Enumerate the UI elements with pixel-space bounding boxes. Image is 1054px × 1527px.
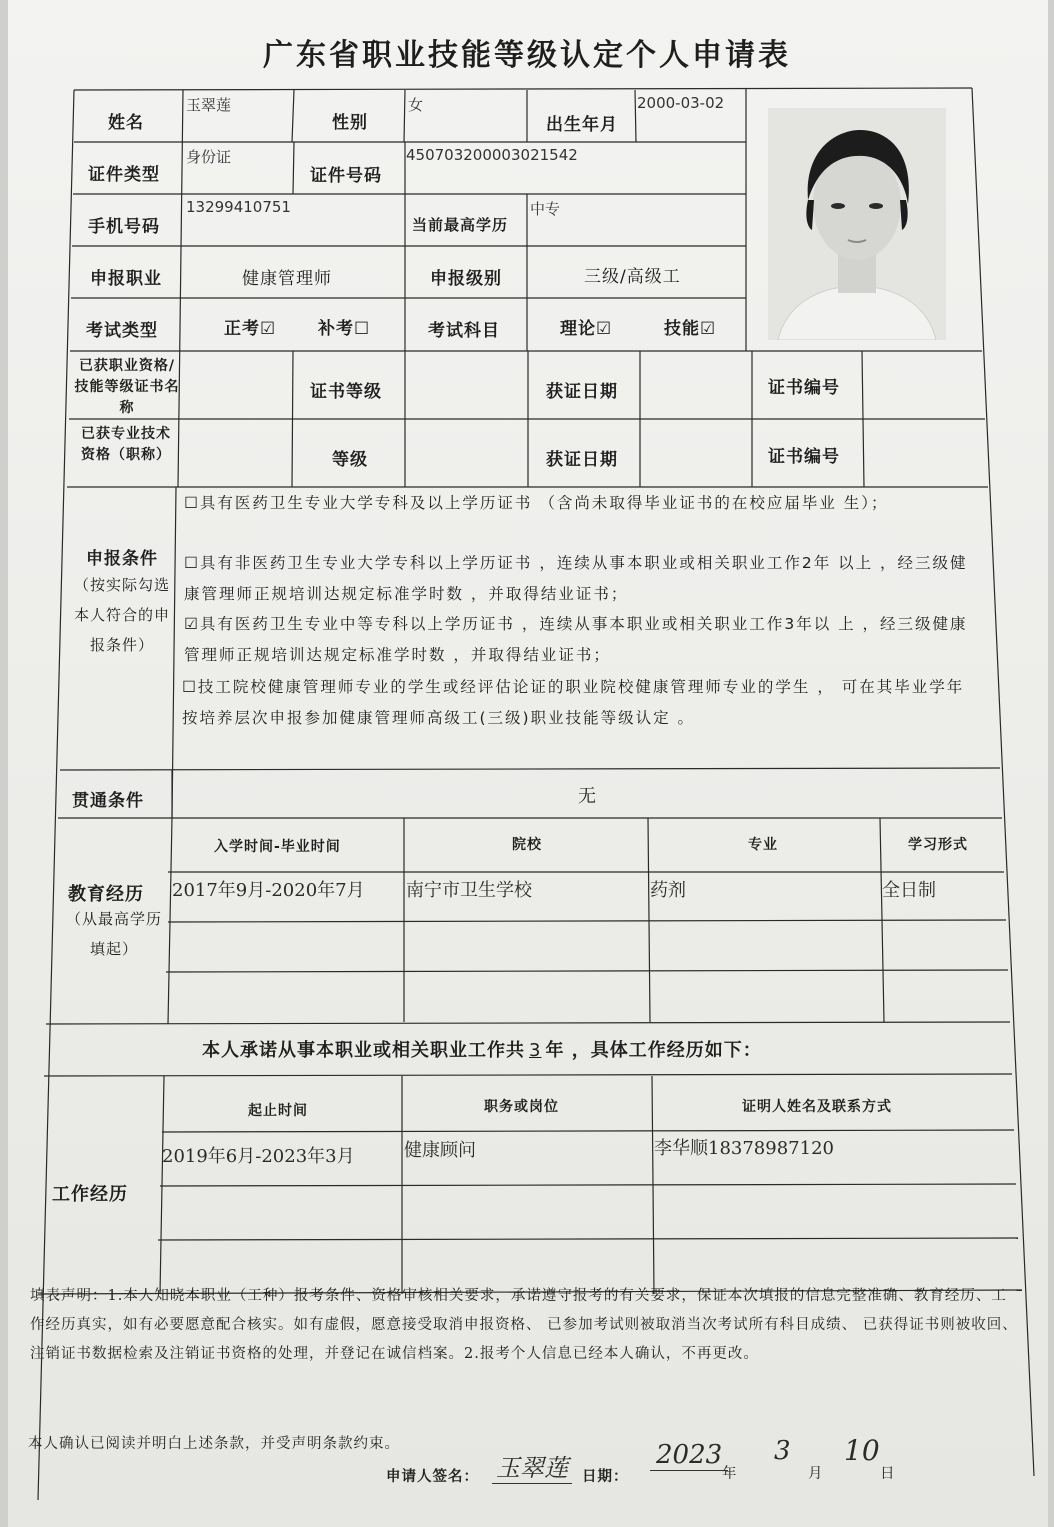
checkbox-icon: ☐ (354, 319, 371, 339)
edu-header-study-mode: 学习形式 (908, 837, 968, 853)
form-title: 广东省职业技能等级认定个人申请表 (263, 38, 791, 73)
condition-text: 具有非医药卫生专业大学专科以上学历证书 ，连续从事本职业或相关职业工作2年 以上 ，经三级健康管理师正规培训达规定标准学时数 ，并取得结业证书； (184, 554, 968, 603)
condition-item-3[interactable] (184, 609, 974, 671)
applicant-signature[interactable]: 玉翠莲 (492, 1448, 572, 1484)
label-technical-title: 已获专业技术资格（职称） (81, 426, 171, 463)
edu-row-school[interactable]: 南宁市卫生学校 (406, 880, 532, 901)
exam-subject-theory-label: 理论 (560, 319, 596, 339)
exam-type-regular-label: 正考 (224, 319, 260, 339)
value-level[interactable]: 三级/高级工 (584, 267, 681, 287)
value-job[interactable]: 健康管理师 (242, 269, 332, 289)
promise-suffix: 年 ，具体工作经历如下： (545, 1040, 762, 1061)
exam-type-option-makeup[interactable] (318, 314, 370, 339)
label-name: 姓名 (108, 113, 144, 133)
promise-prefix: 本人承诺从事本职业或相关职业工作共 (202, 1040, 525, 1061)
checked-box-icon: ☑ (700, 319, 717, 339)
edu-row-period[interactable]: 2017年9月-2020年7月 (172, 880, 365, 901)
day-unit: 日 (880, 1466, 896, 1482)
value-education[interactable]: 中专 (530, 200, 561, 218)
value-through-condition[interactable]: 无 (578, 786, 597, 807)
label-education: 当前最高学历 (412, 216, 509, 234)
checkbox-icon: ☐ (182, 678, 198, 696)
label-grade: 等级 (332, 450, 368, 470)
confirm-text: 本人确认已阅读并明白上述条款，并受声明条款约束。 (28, 1436, 400, 1452)
condition-text: 具有医药卫生专业中等专科以上学历证书 ，连续从事本职业或相关职业工作3年以 上 ，经三级健康管理师正规培训达规定标准学时数 ，并取得结业证书； (184, 615, 968, 664)
date-label: 日期： (582, 1468, 629, 1485)
promise-years[interactable]: 3 (529, 1040, 542, 1061)
month-unit: 月 (808, 1466, 824, 1482)
condition-item-4[interactable] (182, 672, 972, 734)
label-cert-date: 获证日期 (546, 382, 618, 402)
work-years-promise (202, 1036, 762, 1062)
label-gender: 性别 (332, 113, 368, 133)
label-level: 申报级别 (430, 269, 502, 289)
label-qualification-name: 已获职业资格/技能等级证书名称 (74, 358, 180, 416)
condition-item-1[interactable] (184, 488, 974, 519)
condition-text: 具有医药卫生专业大学专科及以上学历证书 （含尚未取得毕业证书的在校应届毕业 生）； (199, 494, 889, 512)
condition-text: 技工院校健康管理师专业的学生或经评估论证的职业院校健康管理师专业的学生 ， 可在其毕业学年按培养层次申报参加健康管理师高级工(三级)职业技能等级认定 。 (182, 678, 965, 727)
work-row-period[interactable]: 2019年6月-2023年3月 (162, 1146, 355, 1167)
value-phone[interactable]: 13299410751 (186, 198, 291, 216)
label-birth: 出生年月 (546, 115, 618, 135)
work-row-reference[interactable]: 李华顺18378987120 (654, 1138, 834, 1159)
label-exam-type: 考试类型 (86, 321, 158, 341)
label-conditions-note: （按实际勾选本人符合的申报条件） (73, 576, 170, 654)
edu-row-major[interactable]: 药剂 (650, 880, 686, 901)
edu-header-period: 入学时间-毕业时间 (214, 839, 341, 855)
exam-subject-skill-label: 技能 (664, 319, 700, 339)
exam-type-option-regular[interactable] (224, 314, 276, 339)
signature-label: 申请人签名： (386, 1468, 479, 1485)
condition-item-2[interactable] (184, 548, 974, 610)
value-id-number[interactable]: 450703200003021542 (406, 146, 578, 164)
edu-row-study-mode[interactable]: 全日制 (882, 880, 936, 901)
work-header-reference: 证明人姓名及联系方式 (742, 1099, 892, 1115)
value-birth[interactable]: 2000-03-02 (637, 94, 725, 112)
applicant-photo (768, 108, 946, 340)
label-education-history-note: （从最高学历填起） (65, 910, 162, 958)
label-id-number: 证件号码 (310, 166, 382, 186)
label-exam-subject: 考试科目 (428, 321, 500, 341)
checked-box-icon: ☑ (596, 319, 613, 339)
label-id-type: 证件类型 (88, 165, 160, 185)
year-unit: 年 (722, 1466, 738, 1482)
date-year[interactable]: 2023 (650, 1440, 728, 1471)
exam-subject-option-theory[interactable] (560, 314, 612, 339)
value-name[interactable]: 玉翠莲 (186, 96, 232, 114)
work-header-position: 职务或岗位 (484, 1099, 559, 1115)
work-header-period: 起止时间 (248, 1103, 308, 1119)
label-job: 申报职业 (90, 269, 162, 289)
label-cert-number: 证书编号 (768, 378, 840, 398)
checkbox-icon: ☐ (184, 554, 200, 572)
declaration-text: 填表声明：1.本人知晓本职业（工种）报考条件、资格审核相关要求，承诺遵守报考的有关要求，保证本次填报的信息完整准确、教育经历、工作经历真实，如有必要愿意配合核实。如有虚假，愿意接受取消申报资格、 已参加考试则被取消当次考试所有科目成绩、 已获得证书则被收回、注销证书数据检索及注销证书资格的处理，并登记在诚信档案。2.报考个人信息已经本人确认，不再更改。 (30, 1288, 1018, 1362)
work-row-position[interactable]: 健康顾问 (404, 1140, 476, 1161)
date-day[interactable]: 10 (844, 1434, 880, 1467)
checked-box-icon: ☑ (260, 319, 277, 339)
edu-header-school: 院校 (512, 837, 542, 853)
label-phone: 手机号码 (88, 217, 160, 237)
value-gender[interactable]: 女 (408, 96, 424, 114)
label-education-history: 教育经历 (68, 884, 144, 905)
label-cert-number-2: 证书编号 (768, 447, 840, 467)
label-cert-date-2: 获证日期 (546, 450, 618, 470)
value-id-type[interactable]: 身份证 (186, 148, 232, 166)
label-conditions: 申报条件 (86, 549, 158, 569)
exam-type-makeup-label: 补考 (318, 319, 354, 339)
checked-box-icon: ☑ (184, 615, 200, 633)
date-month[interactable]: 3 (774, 1436, 791, 1466)
label-cert-level: 证书等级 (310, 382, 382, 402)
exam-subject-option-skill[interactable] (664, 314, 716, 339)
checkbox-icon: ☐ (184, 494, 200, 512)
edu-header-major: 专业 (748, 837, 778, 853)
label-work-history: 工作经历 (52, 1184, 128, 1205)
label-through-condition: 贯通条件 (72, 791, 144, 811)
